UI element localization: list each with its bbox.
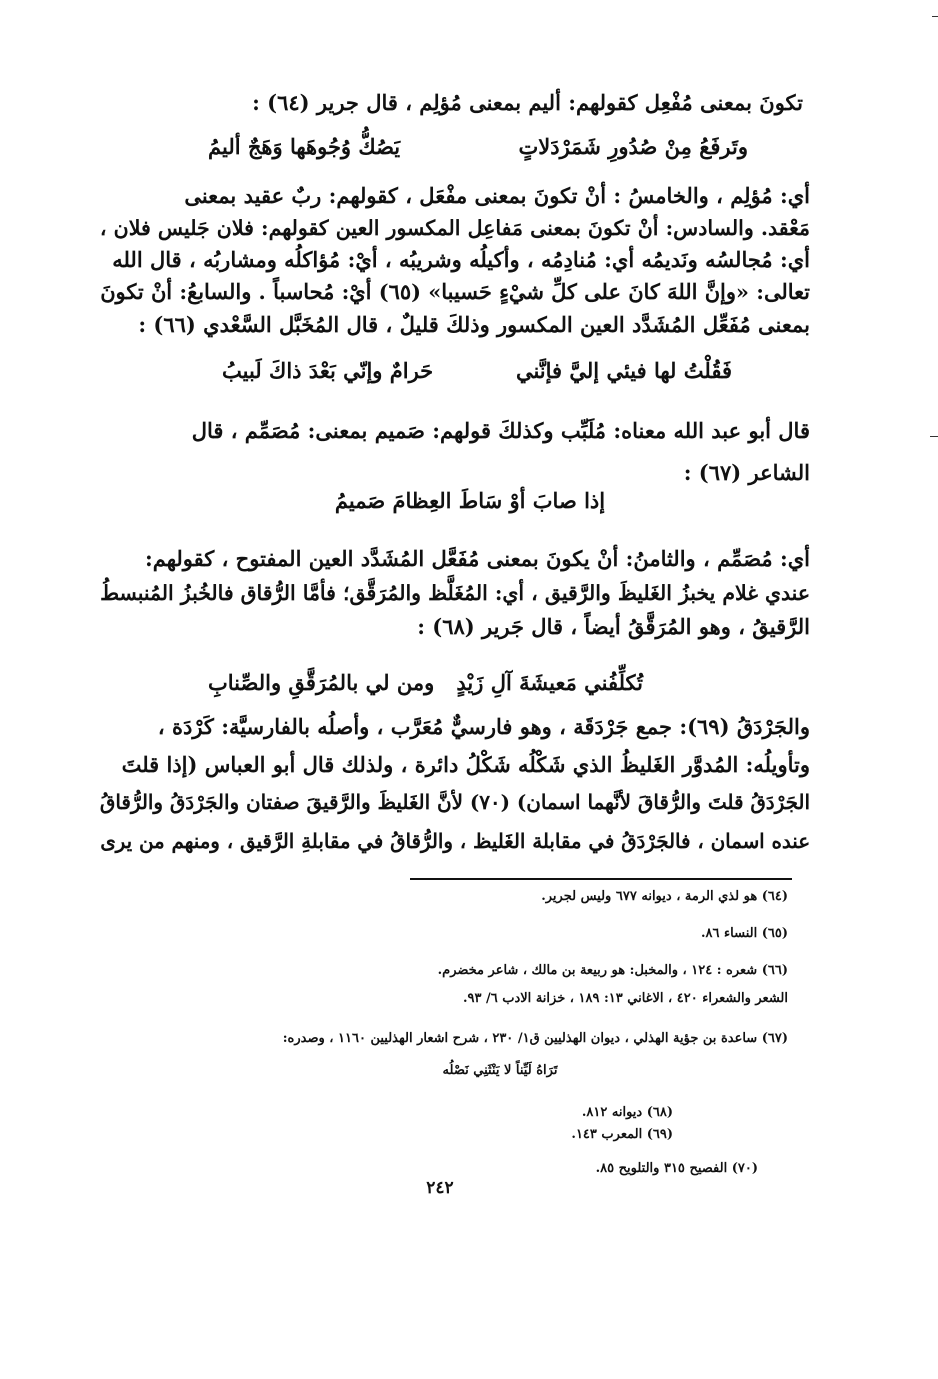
footnote: الشعر والشعراء ٤٢٠ ، الاغاني ١٣: ١٨٩ ، خزانة الادب ٦/ ٩٣. [462, 991, 788, 1006]
body-line: الجَرْدَقُ قلتَ والرُّقاقَ لأنَّهما اسمان) (٧٠) لأنَّ الغَليظَ والرَّقيقَ صفتان والجَرْدَقُ والرُّقاقُ [99, 790, 810, 814]
footnote-verse: تَرَاهُ لَيِّناً لا يَنْثَنِي نَصْلُه [442, 1063, 558, 1078]
footnote: (٦٨) ديوانه ٨١٢. [581, 1105, 673, 1120]
body-line: الشاعر (٦٧) : [683, 460, 810, 485]
footnote: (٦٤) هو لذي الرمة ، ديوانه ٦٧٧ وليس لجرير. [541, 889, 788, 904]
verse-line: إذا صابَ أوْ سَاطَ العِظامَ صَميمُ [334, 488, 606, 513]
verse-second-hemistich: حَرامٌ وإنّي بَعْدَ ذاكَ لَبيبُ [222, 358, 434, 383]
footnote: (٦٥) النساء ٨٦. [701, 926, 788, 941]
verse-line [208, 132, 748, 162]
footnote: (٧٠) الفصيح ٣١٥ والتلويح ٨٥. [595, 1161, 758, 1176]
verse-first-hemistich: فَقُلْتُ لها فيئي إليَّ فإنَّني [515, 358, 732, 383]
body-line: قال أبو عبد الله معناه: مُلَبِّب وكذلكَ قولهم: صَميم بمعنى: مُصَمِّم ، قال [191, 418, 810, 443]
body-line: عنده اسمان ، فالجَرْدَقُ في مقابلة الغَليظ ، والرُّقاقُ في مقابلةِ الرَّقيق ، ومنهم من يرى [100, 829, 810, 853]
footnote-separator [410, 878, 792, 880]
verse-second-hemistich: يَصُكُّ وُجُوهَها وَهَجٌ أليمُ [208, 134, 401, 159]
body-line: أي: مُجالسُه ونَديمُه أي: مُنادِمُه ، وأكيلُه وشريبُه ، أيْ: مُؤاكلُه ومشاربُه ، قال الله [112, 247, 810, 272]
body-line: بمعنى مُفَعِّل المُشَدَّد العين المكسور وذلكَ قليلٌ ، قال المُخَبَّل السَّعْدي (٦٦) : [138, 312, 810, 337]
body-line: تكونَ بمعنى مُفْعِل كقولهم: أليم بمعنى مُؤلِم ، قال جرير (٦٤) : [252, 90, 803, 115]
verse-first-hemistich: وتَرفَعُ مِنْ صُدُورِ شَمَرْدَلاتٍ [518, 134, 748, 159]
footnote: (٦٧) ساعدة بن جؤية الهذلي ، ديوان الهذليين ق١/ ٢٣٠ ، شرح اشعار الهذليين ١١٦٠ ، وصدره: [282, 1031, 788, 1046]
body-line: أي: مُؤلِم ، والخامسُ : أنْ تكونَ بمعنى مفْعَل ، كقولهم: ربٌ عقيد بمعنى [184, 183, 810, 208]
verse-first-hemistich: تُكلِّفُني مَعيشَةَ آلِ زَيْدٍ [456, 670, 643, 695]
scan-edge-mark [930, 436, 938, 437]
scan-edge-mark [932, 16, 938, 17]
body-line: أي: مُصَمِّم ، والثامنُ: أنْ يكونَ بمعنى مُفَعَّل المُشَدَّد العين المفتوح ، كقولهم: [145, 546, 810, 571]
body-line: وتأويلُه: المُدوَّر الغَليظُ الذي شَكْلُه شَكْلُ دائرة ، ولذلك قال أبو العباس (إذا قلتَ [121, 752, 810, 777]
verse-second-hemistich: ومن لي بالمُرَقَّقِ والصِّنابِ [208, 670, 435, 695]
body-line: الرَّقيقُ ، وهو المُرَقَّقُ أيضاً ، قال جَرير (٦٨) : [417, 614, 810, 639]
body-line: والجَرْدَقُ (٦٩): جمع جَرْدَقَة ، وهو فارسيٌّ مُعَرَّب ، وأصلُه بالفارسيَّة: كَرْدَة ، [157, 714, 810, 739]
body-line: عندي غلام يخبزُ الغَليظَ والرَّقيق ، أي: المُغَلَّظ والمُرَقَّق؛ فأمَّا الرُّقاق فالخُبزُ المُنبسطُ [100, 581, 810, 605]
body-line: مَعْقد. والسادس: أنْ تكونَ بمعنى مَفاعِل المكسور العين كقولهم: فلان جَليس فلان ، [99, 216, 810, 240]
footnote: (٦٩) المعرب ١٤٣. [571, 1127, 673, 1142]
verse-line [222, 356, 732, 386]
footnote: (٦٦) شعره : ١٢٤ ، والمخبل: هو ربيعة بن مالك ، شاعر مخضرم. [437, 963, 788, 978]
verse-line [208, 668, 643, 698]
body-line: تعالى: «وإنَّ اللهَ كانَ على كلِّ شيْءٍ حَسيبا» (٦٥) أيْ: مُحاسباً . والسابعُ: أنْ تكونَ [100, 279, 810, 304]
page-number: ٢٤٢ [426, 1178, 454, 1198]
